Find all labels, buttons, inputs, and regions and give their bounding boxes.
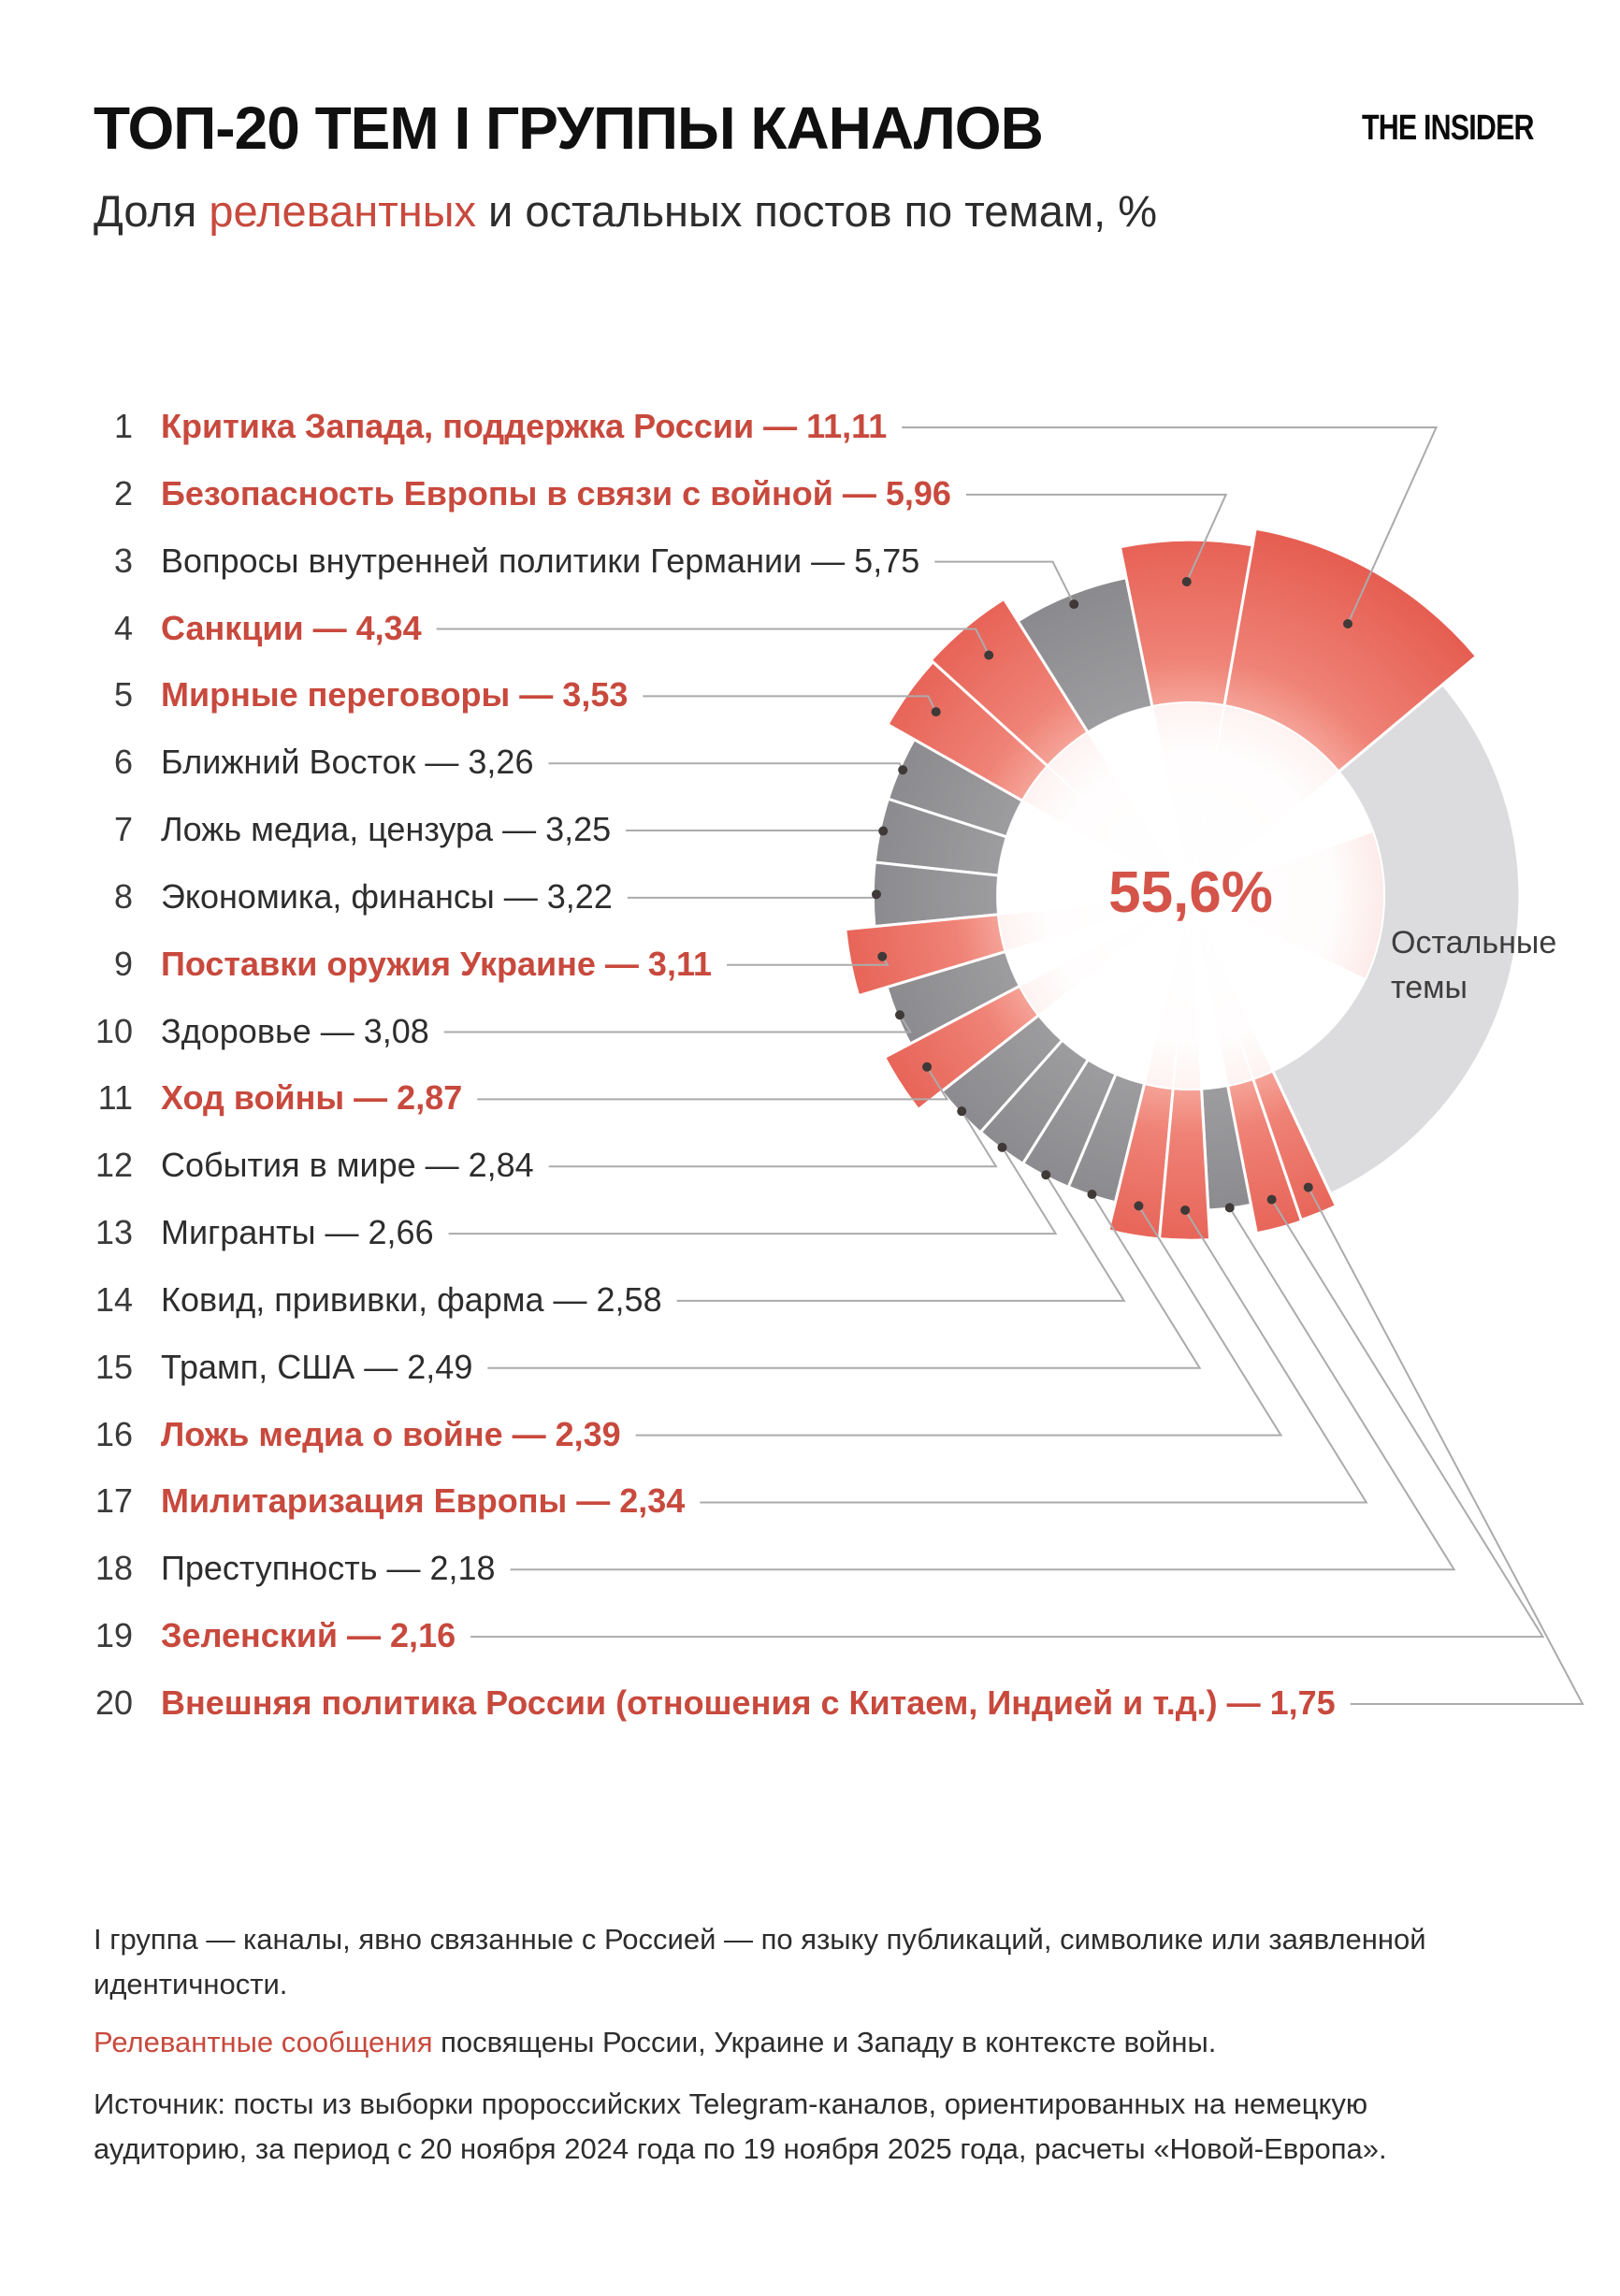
leader-line-11 <box>477 1067 947 1100</box>
leader-dot-7 <box>878 827 888 836</box>
topic-rank: 20 <box>94 1682 133 1722</box>
leader-line-20 <box>1309 1188 1583 1704</box>
footnote-relevant-highlight: Релевантные сообщения <box>94 2026 433 2058</box>
leader-line-12 <box>549 1111 996 1166</box>
topic-row-1 <box>0 406 887 447</box>
topic-label: Ложь медиа, цензура — 3,25 <box>161 810 612 849</box>
footnote-relevant-rest: посвящены России, Украине и Западу в контексте войны. <box>432 2026 1217 2058</box>
subtitle-highlight-relevant: релевантных <box>209 186 476 236</box>
topic-rank: 13 <box>94 1213 133 1252</box>
footnote-group: I группа — каналы, явно связанные с Россией — по языку публикаций, символике или заявленной идентичности. <box>94 1923 1426 2000</box>
topic-label: Безопасность Европы в связи с войной — 5,96 <box>161 473 951 513</box>
topic-row-15 <box>0 1347 472 1388</box>
topic-label: Ход войны — 2,87 <box>161 1078 463 1118</box>
topic-label: Вопросы внутренней политики Германии — 5,75 <box>161 541 920 580</box>
leader-line-10 <box>444 1015 911 1032</box>
leader-dot-3 <box>1069 599 1078 609</box>
leader-dot-11 <box>922 1062 932 1072</box>
leader-dot-14 <box>1041 1170 1050 1179</box>
leader-dot-4 <box>984 650 993 659</box>
leader-dot-19 <box>1267 1195 1277 1205</box>
topic-row-8 <box>0 876 613 917</box>
subtitle-prefix: Доля <box>94 186 210 236</box>
topic-row-7 <box>0 809 611 850</box>
topic-row-11 <box>0 1077 462 1119</box>
leader-line-4 <box>437 629 989 656</box>
topic-label: Мигранты — 2,66 <box>161 1213 434 1252</box>
topic-row-3 <box>0 541 919 582</box>
topic-rank: 8 <box>113 876 133 916</box>
topic-rank: 3 <box>113 541 133 580</box>
topic-label: Ложь медиа о войне — 2,39 <box>161 1414 621 1453</box>
topic-label: Преступность — 2,18 <box>161 1549 496 1588</box>
topic-rank: 7 <box>113 810 133 849</box>
footnote-relevant <box>94 2020 1473 2065</box>
leader-dot-12 <box>957 1106 966 1116</box>
subtitle-suffix: и остальных постов по темам, % <box>476 186 1158 236</box>
topic-label: Критика Запада, поддержка России — 11,11 <box>161 407 888 445</box>
topic-row-13 <box>0 1212 434 1253</box>
topic-row-16 <box>0 1414 621 1455</box>
leader-line-13 <box>449 1148 1056 1234</box>
leader-line-7 <box>626 830 883 831</box>
topic-rank: 6 <box>113 743 133 782</box>
page-title: ТОП-20 ТЕМ I ГРУППЫ КАНАЛОВ <box>94 94 1043 162</box>
topic-rank: 18 <box>94 1549 133 1588</box>
other-topics-label: Остальные темы <box>1391 925 1557 1005</box>
leader-dot-20 <box>1304 1183 1313 1192</box>
topic-rank: 2 <box>113 473 133 513</box>
leader-dot-5 <box>932 707 941 716</box>
topic-label: Здоровье — 3,08 <box>161 1011 429 1050</box>
topic-rank: 17 <box>94 1481 133 1521</box>
leader-dot-6 <box>898 765 907 774</box>
topic-rank: 5 <box>113 675 133 715</box>
topic-rank: 14 <box>94 1279 133 1319</box>
topic-label: Экономика, финансы — 3,22 <box>161 876 613 916</box>
topic-row-5 <box>0 674 628 715</box>
leader-dot-15 <box>1087 1190 1096 1199</box>
topic-label: События в мире — 2,84 <box>161 1146 534 1185</box>
topic-row-14 <box>0 1279 662 1321</box>
topic-row-10 <box>0 1011 429 1052</box>
the-insider-logo: THE INSIDER <box>1362 108 1534 148</box>
leader-dot-13 <box>997 1143 1006 1152</box>
leader-line-19 <box>470 1200 1542 1637</box>
topic-rank: 1 <box>113 407 133 445</box>
center-percent-label: 55,6% <box>1108 859 1273 925</box>
leader-dot-10 <box>895 1010 904 1019</box>
topic-row-18 <box>0 1548 496 1589</box>
topic-label: Ближний Восток — 3,26 <box>161 743 534 782</box>
leader-dot-18 <box>1225 1203 1235 1212</box>
topic-row-4 <box>0 608 422 649</box>
topic-label: Ковид, прививки, фарма — 2,58 <box>161 1279 662 1319</box>
topic-row-12 <box>0 1145 534 1186</box>
leader-dot-1 <box>1343 619 1352 628</box>
topic-row-19 <box>0 1615 456 1656</box>
topic-label: Милитаризация Европы — 2,34 <box>161 1481 686 1521</box>
topic-row-20 <box>0 1682 1336 1724</box>
leader-dot-2 <box>1182 577 1192 586</box>
topic-rank: 19 <box>94 1616 133 1655</box>
leader-line-14 <box>677 1175 1124 1301</box>
footnote-source: Источник: посты из выборки пророссийских Telegram-каналов, ориентированных на немецкую аудиторию, за период с 20 ноября 2024 года по 19 ноября 2025 года, расчеты «Новой-Европа». <box>94 2087 1387 2165</box>
topic-rank: 15 <box>94 1347 133 1386</box>
topic-row-17 <box>0 1480 685 1522</box>
leader-line-17 <box>700 1210 1367 1502</box>
leader-line-5 <box>643 696 935 712</box>
leader-dot-16 <box>1134 1201 1143 1210</box>
topic-label: Зеленский — 2,16 <box>161 1616 456 1655</box>
leader-dot-9 <box>877 952 887 961</box>
topic-row-2 <box>0 473 951 514</box>
leader-dot-17 <box>1180 1206 1190 1215</box>
topic-rank: 11 <box>97 1078 133 1118</box>
topic-label: Мирные переговоры — 3,53 <box>161 675 629 715</box>
topic-rank: 9 <box>113 944 133 983</box>
topic-rank: 16 <box>94 1414 133 1453</box>
topic-rank: 12 <box>94 1146 133 1185</box>
topic-row-6 <box>0 742 533 783</box>
topic-label: Трамп, США — 2,49 <box>161 1347 473 1386</box>
topic-label: Санкции — 4,34 <box>161 608 422 647</box>
topic-rank: 4 <box>113 608 133 647</box>
leader-line-8 <box>628 894 878 898</box>
topic-label: Внешняя политика России (отношения с Китаем, Индией и т.д.) — 1,75 <box>161 1682 1336 1722</box>
leader-dot-8 <box>872 889 881 899</box>
topic-row-9 <box>0 944 712 985</box>
topic-label: Поставки оружия Украине — 3,11 <box>161 944 713 983</box>
topic-rank: 10 <box>94 1011 133 1050</box>
leader-line-6 <box>548 763 903 770</box>
